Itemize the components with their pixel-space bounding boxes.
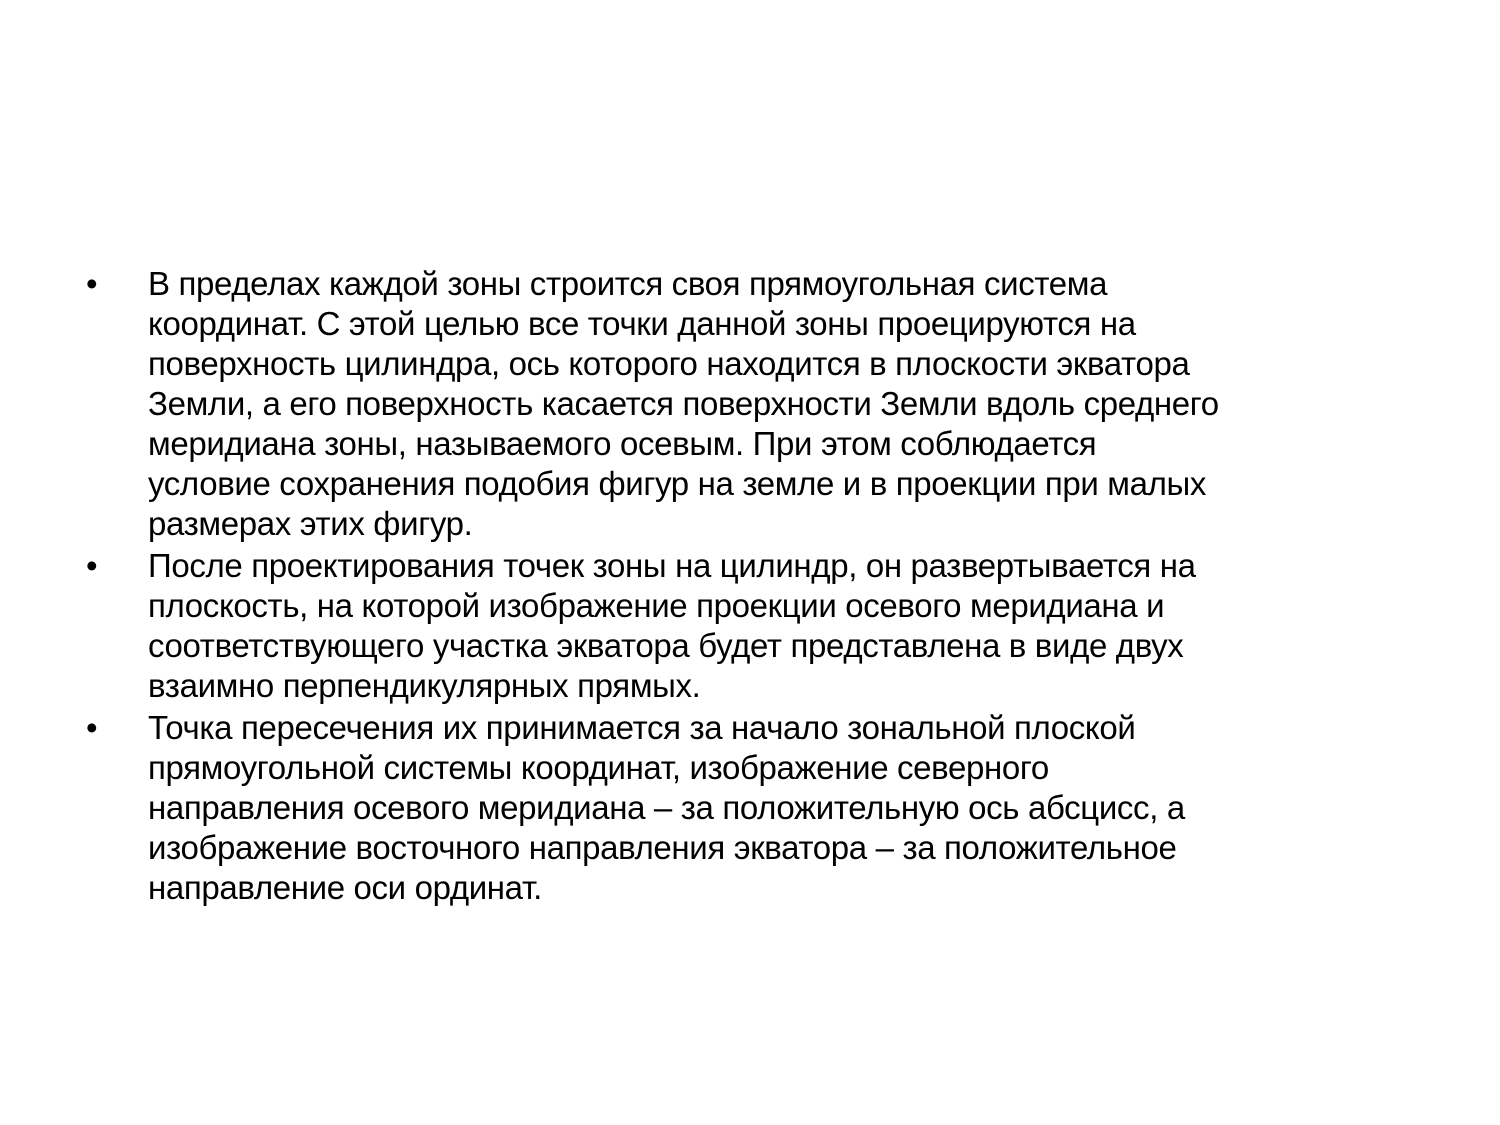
text-line: В пределах каждой зоны строится своя прямоугольная система xyxy=(148,265,1108,302)
bullet-list xyxy=(86,264,1416,910)
text-line: поверхность цилиндра, ось которого находится в плоскости экватора xyxy=(148,345,1190,382)
text-line: размерах этих фигур. xyxy=(148,505,473,542)
text-line: направления осевого меридиана – за положительную ось абсцисс, а xyxy=(148,789,1185,826)
text-line: Точка пересечения их принимается за начало зональной плоской xyxy=(148,709,1136,746)
bullet-marker: • xyxy=(86,547,98,584)
bullet-item-1 xyxy=(86,264,1416,544)
text-line: меридиана зоны, называемого осевым. При этом соблюдается xyxy=(148,425,1097,462)
text-line: Земли, а его поверхность касается поверхности Земли вдоль среднего xyxy=(148,385,1219,422)
text-line: После проектирования точек зоны на цилиндр, он развертывается на xyxy=(148,547,1196,584)
text-line: соответствующего участка экватора будет представлена в виде двух xyxy=(148,627,1184,664)
text-line: плоскость, на которой изображение проекции осевого меридиана и xyxy=(148,587,1165,624)
bullet-marker: • xyxy=(86,709,98,746)
text-line: прямоугольной системы координат, изображение северного xyxy=(148,749,1049,786)
text-line: условие сохранения подобия фигур на земле и в проекции при малых xyxy=(148,465,1207,502)
bullet-item-3 xyxy=(86,708,1416,908)
text-line: координат. С этой целью все точки данной зоны проецируются на xyxy=(148,305,1136,342)
bullet-item-2 xyxy=(86,546,1416,706)
text-line: направление оси ординат. xyxy=(148,869,542,906)
text-line: взаимно перпендикулярных прямых. xyxy=(148,667,701,704)
bullet-marker: • xyxy=(86,265,98,302)
text-line: изображение восточного направления экватора – за положительное xyxy=(148,829,1177,866)
